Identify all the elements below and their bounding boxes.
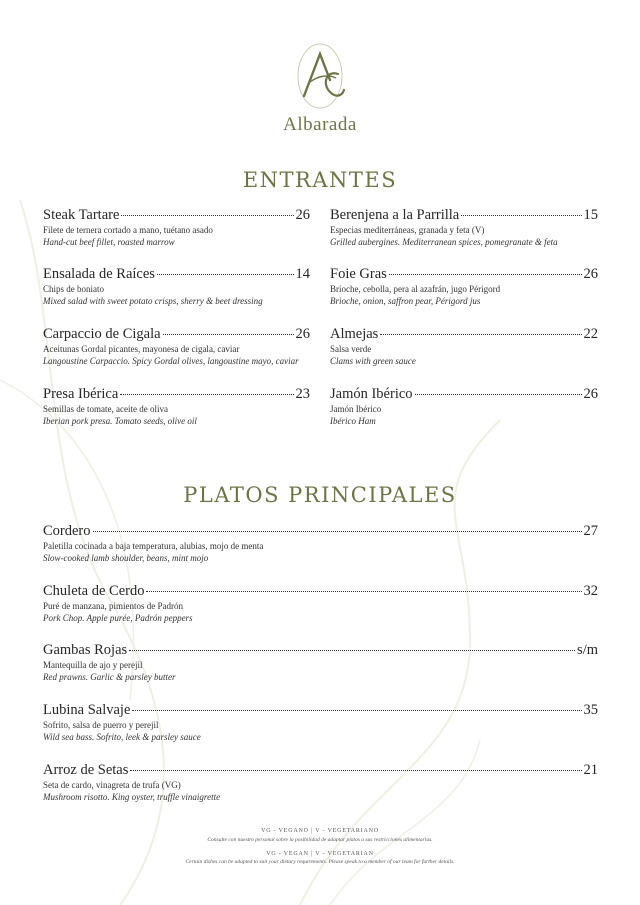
menu-item [43, 583, 598, 624]
menu-item [330, 326, 598, 367]
item-name: Foie Gras [330, 266, 387, 282]
item-price: 32 [583, 583, 598, 599]
item-name: Cordero [43, 523, 91, 539]
menu-item [43, 523, 598, 564]
item-name: Gambas Rojas [43, 642, 128, 658]
item-name: Arroz de Setas [43, 762, 129, 778]
item-description-es: Brioche, cebolla, pera al azafrán, jugo Périgord [330, 284, 501, 294]
item-description-es: Puré de manzana, pimientos de Padrón [43, 601, 183, 611]
item-price: 15 [583, 207, 598, 223]
mains-title: PLATOS PRINCIPALES [183, 483, 457, 507]
item-description-en: Mixed salad with sweet potato crisps, sherry & beet dressing [43, 296, 263, 306]
item-description-en: Ibérico Ham [330, 416, 376, 426]
item-name: Carpaccio de Cigala [43, 326, 161, 342]
diet-note-es: Consulte con nuestro personal sobre la posibilidad de adaptar platos a sus restricciones alimentarias. [207, 837, 433, 843]
item-name: Almejas [330, 326, 379, 342]
menu-item [43, 266, 310, 307]
item-description-es: Paletilla cocinada a baja temperatura, alubias, mojo de menta [43, 541, 264, 551]
item-description-es: Jamón Ibérico [330, 404, 382, 414]
item-description-es: Mantequilla de ajo y perejil [43, 660, 143, 670]
menu-item [330, 207, 598, 248]
item-description-es: Semillas de tomate, aceite de oliva [43, 404, 168, 414]
leader-dots [129, 650, 575, 651]
item-price: 22 [583, 326, 598, 342]
item-name: Jamón Ibérico [330, 386, 413, 402]
starters-title: ENTRANTES [242, 168, 398, 192]
leader-dots [132, 710, 581, 711]
item-name: Lubina Salvaje [43, 702, 131, 718]
leader-dots [157, 274, 294, 275]
item-price: 26 [583, 386, 598, 402]
diet-legend-en: VG - VEGAN | V - VEGETARIAN [266, 851, 374, 857]
menu-item [43, 386, 310, 427]
item-description-es: Salsa verde [330, 344, 372, 354]
leader-dots [380, 334, 581, 335]
leader-dots [93, 531, 582, 532]
diet-note-en: Certain dishes can be adapted to suit your dietary requirements. Please speak to a member of our team for further details. [185, 859, 455, 865]
menu-item [330, 386, 598, 427]
item-price: 35 [583, 702, 598, 718]
leader-dots [146, 591, 581, 592]
item-name: Steak Tartare [43, 207, 120, 223]
item-description-es: Filete de ternera cortado a mano, tuétano asado [43, 225, 213, 235]
item-description-es: Seta de cardo, vinagreta de trufa (VG) [43, 780, 181, 790]
item-price: 23 [295, 386, 310, 402]
item-price: 26 [295, 326, 310, 342]
item-description-en: Iberian pork presa. Tomato seeds, olive oil [43, 416, 197, 426]
item-description-en: Pork Chop. Apple purée, Padrón peppers [43, 613, 193, 623]
item-price: 27 [583, 523, 598, 539]
menu-item [43, 702, 598, 743]
leader-dots [121, 215, 293, 216]
leader-dots [130, 770, 581, 771]
leader-dots [163, 334, 294, 335]
item-price: 21 [583, 762, 598, 778]
item-price: 26 [295, 207, 310, 223]
brand-name: Albarada [283, 114, 357, 135]
item-name: Berenjena a la Parrilla [330, 207, 460, 223]
item-description-en: Langoustine Carpaccio. Spicy Gordal olives, langoustine mayo, caviar [43, 356, 299, 366]
item-price: 26 [583, 266, 598, 282]
item-description-es: Especias mediterráneas, granada y feta (V) [330, 225, 485, 235]
item-description-en: Red prawns. Garlic & parsley butter [43, 672, 176, 682]
diet-legend-es: VG - VEGANO | V - VEGETARIANO [261, 828, 379, 834]
item-description-es: Aceitunas Gordal picantes, mayonesa de cigala, caviar [43, 344, 240, 354]
item-description-en: Slow-cooked lamb shoulder, beans, mint mojo [43, 553, 209, 563]
item-description-es: Sofrito, salsa de puerro y perejil [43, 720, 159, 730]
item-price: 14 [295, 266, 310, 282]
logo-monogram-icon [280, 40, 360, 112]
item-name: Ensalada de Raíces [43, 266, 155, 282]
menu-item [43, 642, 598, 683]
leader-dots [461, 215, 581, 216]
item-description-en: Grilled aubergines. Mediterranean spices, pomegranate & feta [330, 237, 558, 247]
item-name: Presa Ibérica [43, 386, 119, 402]
menu-item [43, 207, 310, 248]
item-description-en: Brioche, onion, saffron pear, Périgord jus [330, 296, 481, 306]
item-description-en: Hand-cut beef fillet, roasted marrow [43, 237, 175, 247]
leader-dots [120, 394, 293, 395]
item-name: Chuleta de Cerdo [43, 583, 145, 599]
menu-item [43, 762, 598, 803]
leader-dots [389, 274, 582, 275]
item-description-en: Clams with green sauce [330, 356, 416, 366]
menu-item [330, 266, 598, 307]
item-description-en: Wild sea bass. Sofrito, leek & parsley sauce [43, 732, 201, 742]
menu-item [43, 326, 310, 367]
item-price: s/m [577, 642, 598, 658]
item-description-es: Chips de boniato [43, 284, 104, 294]
item-description-en: Mushroom risotto. King oyster, truffle vinaigrette [43, 792, 221, 802]
leader-dots [415, 394, 582, 395]
